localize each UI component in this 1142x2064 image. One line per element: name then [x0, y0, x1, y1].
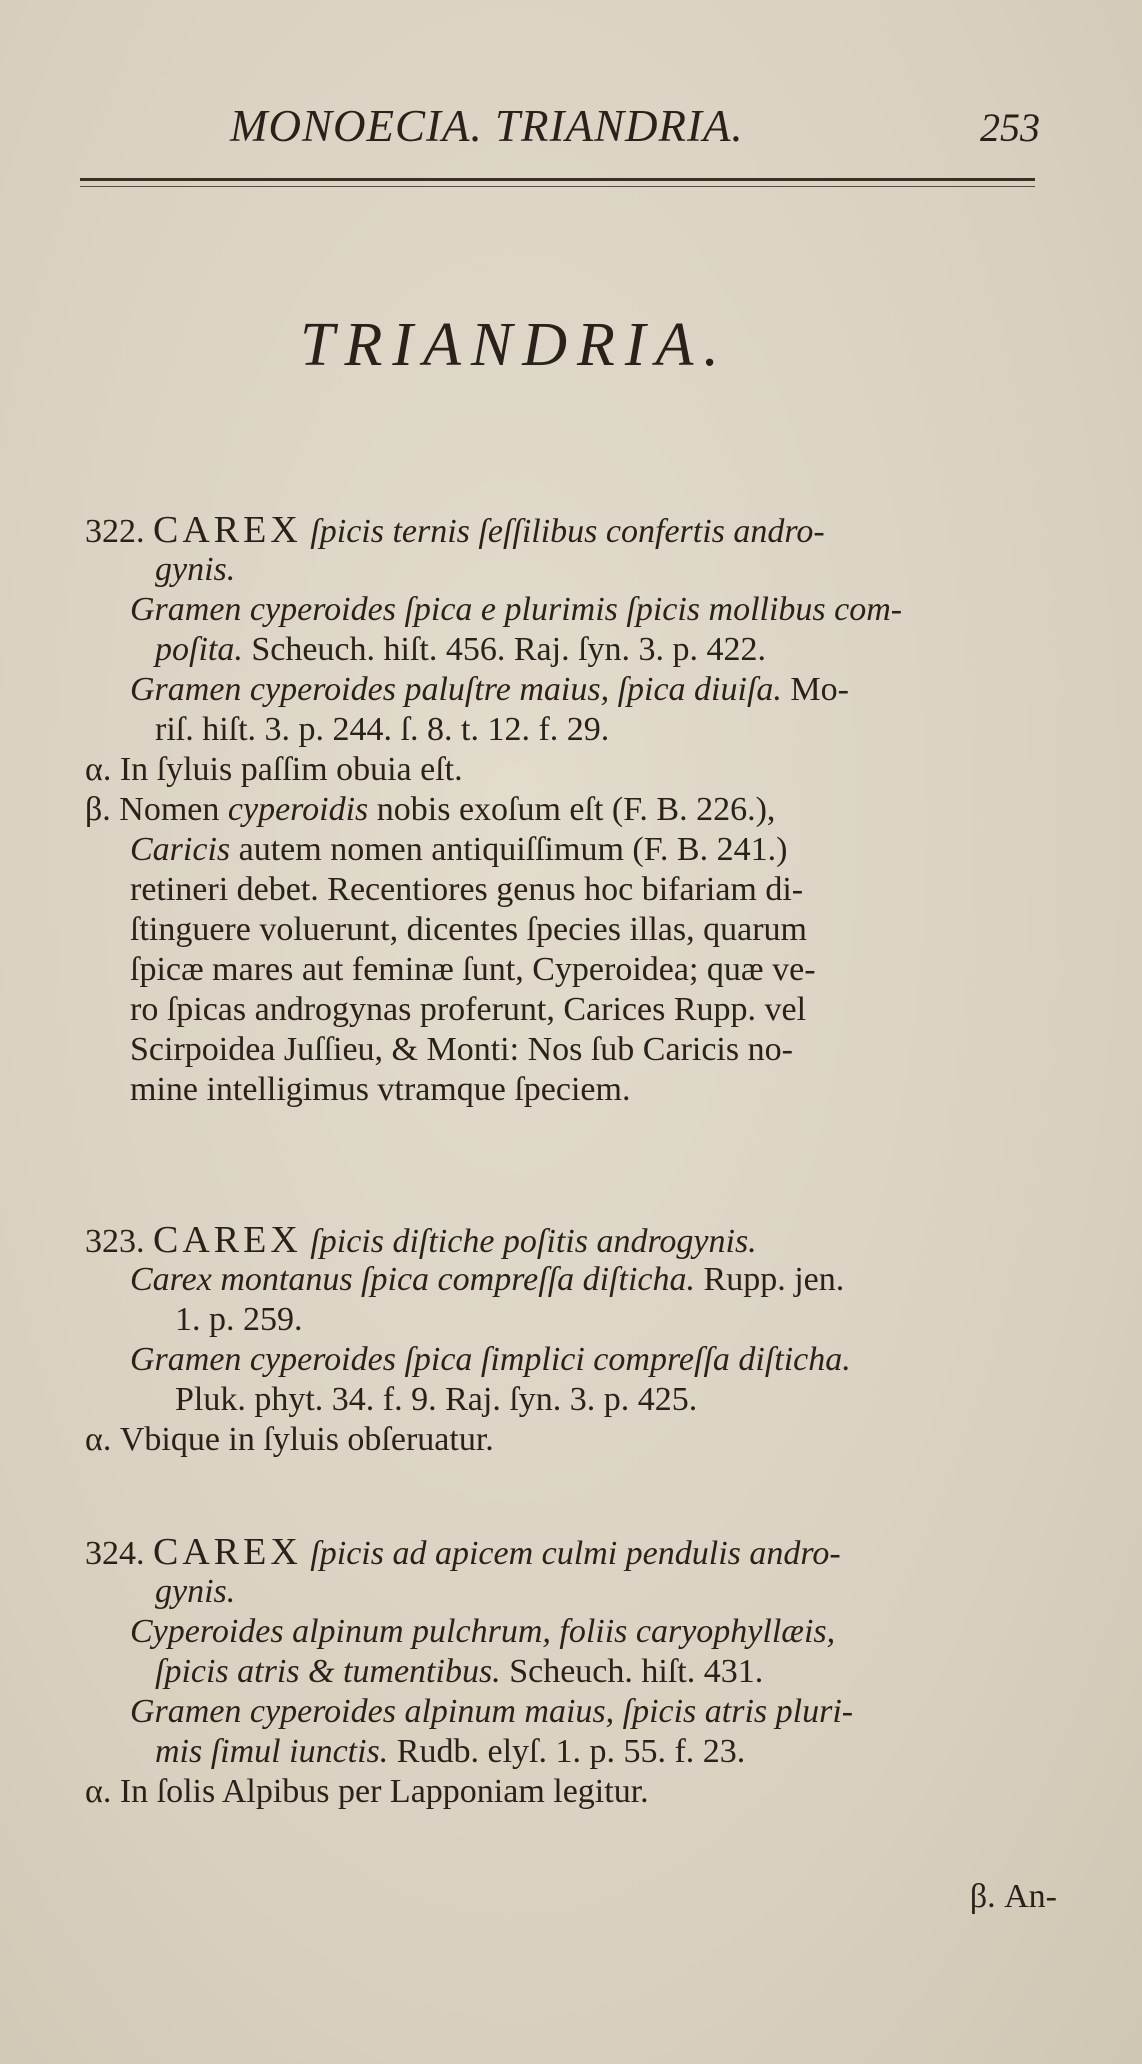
entry-number: 323. — [85, 1223, 145, 1260]
synonym-1: Cyperoides alpinum pulchrum, foliis caryophyllæis, — [130, 1613, 836, 1650]
beta-note-line-2: autem nomen antiquiſſimum (F. B. 241.) — [230, 831, 788, 868]
beta-note-start: β. Nomen — [85, 791, 228, 828]
diagnosis-cont: gynis. — [155, 551, 236, 588]
beta-note-rest: nobis exoſum eſt (F. B. 226.), — [368, 791, 776, 828]
synonym-1: Gramen cyperoides ſpica e plurimis ſpicis mollibus com- — [130, 591, 903, 628]
habitat-note: α. Vbique in ſyluis obſeruatur. — [85, 1421, 494, 1458]
entry-number: 324. — [85, 1535, 145, 1572]
beta-note-line-5: ſpicæ mares aut feminæ ſunt, Cyperoidea; quæ ve- — [130, 951, 816, 988]
page-header — [230, 100, 1050, 160]
diagnosis: ſpicis ternis ſeſſilibus confertis andro- — [310, 513, 825, 550]
beta-note-term-2: Caricis — [130, 831, 231, 868]
synonym-1-ref: Scheuch. hiſt. 431. — [509, 1653, 764, 1690]
synonym-1: Carex montanus ſpica compreſſa diſticha. — [130, 1261, 696, 1298]
synonym-2-ref: Rudb. elyſ. 1. p. 55. f. 23. — [396, 1733, 746, 1770]
synonym-2-ref: Pluk. phyt. 34. f. 9. Raj. ſyn. 3. p. 425. — [175, 1381, 698, 1418]
diagnosis-cont: gynis. — [155, 1573, 236, 1610]
synonym-1-cont: 1. p. 259. — [175, 1301, 303, 1338]
running-head: MONOECIA. TRIANDRIA. — [230, 101, 744, 151]
entry-324 — [85, 1532, 1070, 1812]
section-title: TRIANDRIA. — [300, 311, 729, 379]
beta-note-line-4: ſtinguere voluerunt, dicentes ſpecies illas, quarum — [130, 911, 807, 948]
diagnosis: ſpicis ad apicem culmi pendulis andro- — [310, 1535, 841, 1572]
synonym-1-cont: poſita. — [155, 631, 243, 668]
beta-note-line-8: mine intelligimus vtramque ſpeciem. — [130, 1071, 631, 1108]
genus-name: CAREX — [153, 509, 302, 551]
genus-name: CAREX — [153, 1531, 302, 1573]
beta-note-line-3: retineri debet. Recentiores genus hoc bifariam di- — [130, 871, 804, 908]
synonym-2: Gramen cyperoides paluſtre maius, ſpica diuiſa. — [130, 671, 782, 708]
beta-note-term: cyperoidis — [227, 791, 369, 828]
genus-name: CAREX — [153, 1219, 302, 1261]
synonym-1-cont: ſpicis atris & tumentibus. — [155, 1653, 501, 1690]
synonym-1-ref: Scheuch. hiſt. 456. Raj. ſyn. 3. p. 422. — [251, 631, 767, 668]
entry-number: 322. — [85, 513, 145, 550]
diagnosis: ſpicis diſtiche poſitis androgynis. — [310, 1223, 757, 1260]
synonym-2: Gramen cyperoides alpinum maius, ſpicis atris pluri- — [130, 1693, 854, 1730]
entry-323 — [85, 1220, 1070, 1460]
header-rule — [80, 178, 1035, 187]
synonym-1-ref: Rupp. jen. — [703, 1261, 845, 1298]
beta-note-line-6: ro ſpicas androgynas proferunt, Carices Rupp. vel — [130, 991, 807, 1028]
synonym-2-cont: mis ſimul iunctis. — [155, 1733, 389, 1770]
entry-322 — [85, 510, 1070, 1110]
synonym-2: Gramen cyperoides ſpica ſimplici compreſſa diſticha. — [130, 1341, 851, 1378]
habitat-note: α. In ſyluis paſſim obuia eſt. — [85, 751, 463, 788]
page-number: 253 — [980, 105, 1040, 150]
habitat-note: α. In ſolis Alpibus per Lapponiam legitur. — [85, 1773, 649, 1810]
beta-note-line-7: Scirpoidea Juſſieu, & Monti: Nos ſub Caricis no- — [130, 1031, 793, 1068]
synonym-2-cont: riſ. hiſt. 3. p. 244. ſ. 8. t. 12. f. 29. — [155, 711, 610, 748]
synonym-2-ref: Mo- — [790, 671, 849, 708]
catchword: β. An- — [969, 1878, 1057, 1915]
